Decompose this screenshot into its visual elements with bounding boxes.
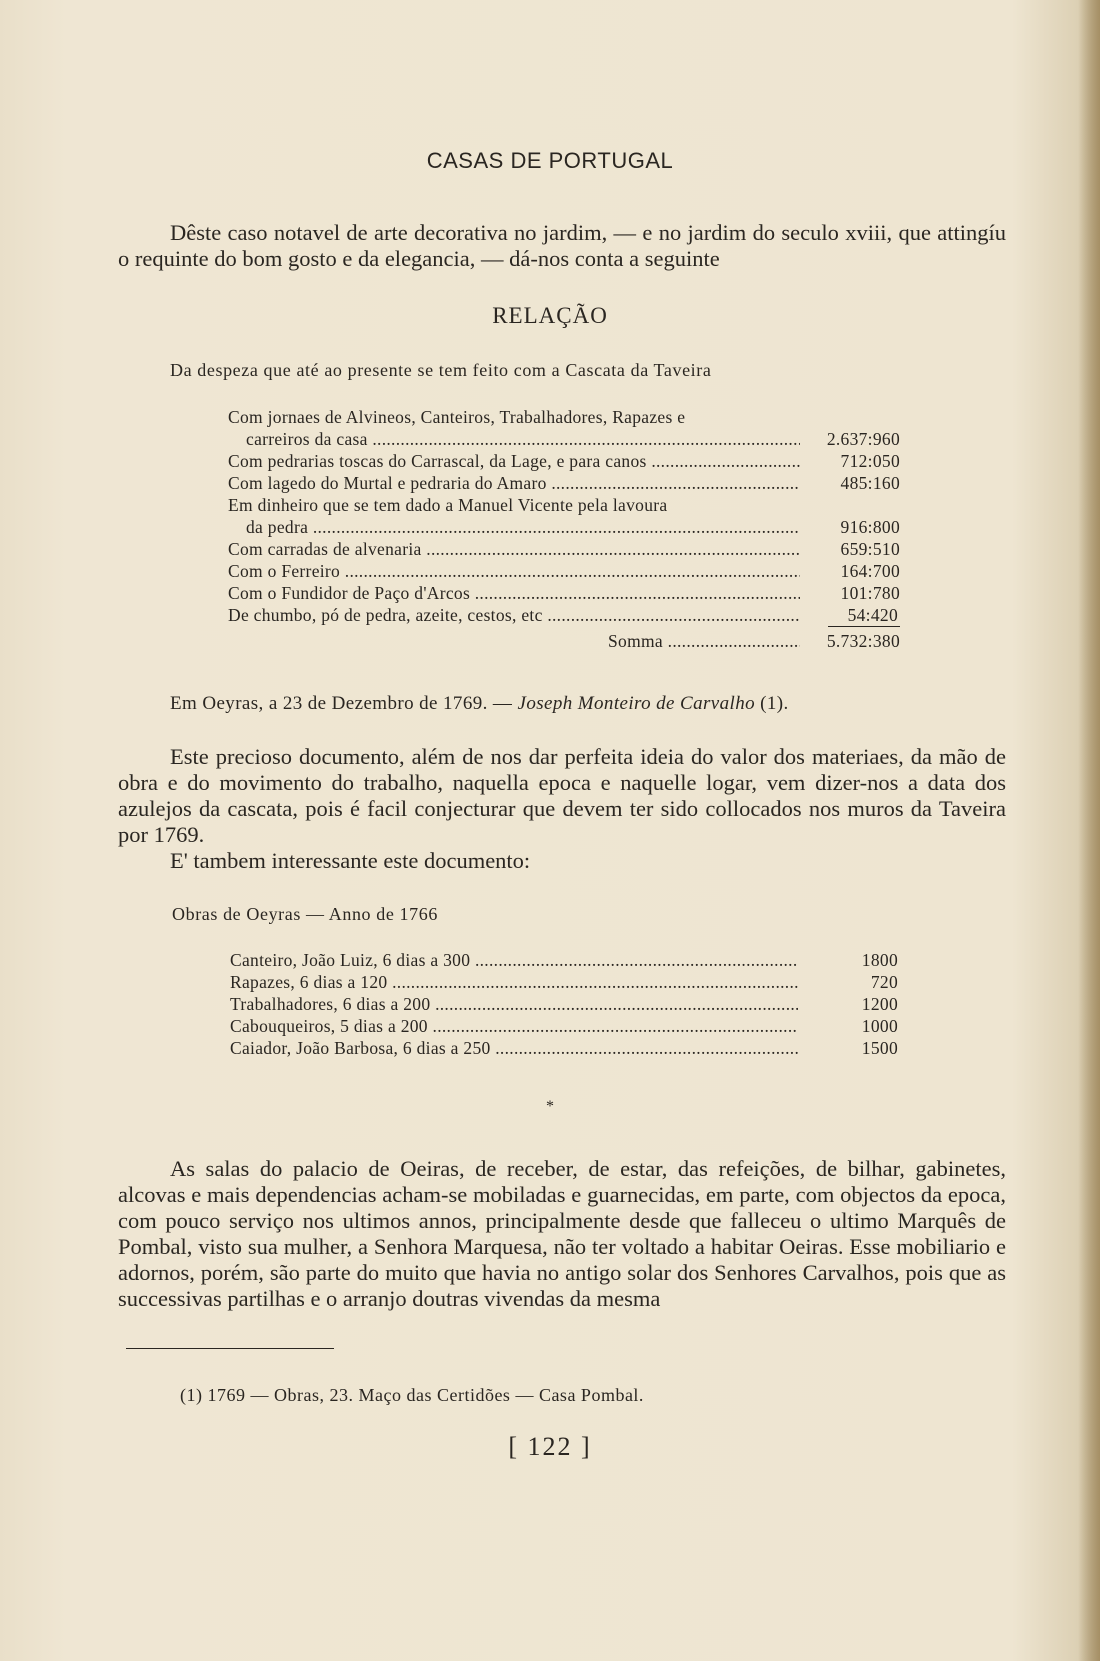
row-description: Canteiro, João Luiz, 6 dias a 300 ..... (230, 950, 798, 971)
row-amount: 164:700 (840, 561, 900, 581)
obras-title: Obras de Oeyras — Anno de 1766 (172, 904, 438, 924)
intro-paragraph: Dêste caso notavel de arte decorativa no jardim, — e no jardim do seculo xviii, que attingíu o requinte do bom gosto e da elegancia, — dá-nos conta a seguinte (118, 220, 1006, 271)
relacao-title: RELAÇÃO (492, 303, 608, 328)
row-description: Com carradas de alvenaria ..... (228, 539, 800, 560)
row-amount: 1500 (861, 1038, 898, 1058)
row-amount (800, 605, 900, 626)
row-description: Com pedrarias toscas do Carrascal, da Lage, e para canos ..... (228, 451, 800, 472)
total-amount: 5.732:380 (826, 631, 900, 651)
row-description: Cabouqueiros, 5 dias a 200 ..... (230, 1016, 798, 1037)
row-description: Em dinheiro que se tem dado a Manuel Vicente pela lavoura (228, 495, 668, 515)
table-row (230, 994, 898, 1016)
row-description: De chumbo, pó de pedra, azeite, cestos, etc ..... (228, 605, 800, 626)
table-row (228, 473, 900, 495)
table-row (228, 561, 900, 583)
row-amount: 712:050 (840, 451, 900, 471)
expense-table (228, 407, 900, 653)
paragraph-text: Este precioso documento, além de nos dar perfeita ideia do valor dos materiaes, da mão de obra e do movimento do trabalho, naquella epoca e naquelle logar, vem dizer-nos a data dos azulejos da cascata, pois é facil conjecturar que devem ter sido collocados nos muros da Taveira por 1769. (118, 744, 1006, 847)
section-separator: * (546, 1098, 554, 1115)
table-row (228, 407, 900, 429)
row-description: Trabalhadores, 6 dias a 200 ..... (230, 994, 798, 1015)
table-row (228, 583, 900, 605)
row-description: Rapazes, 6 dias a 120 ..... (230, 972, 798, 993)
footnote: (1) 1769 — Obras, 23. Maço das Certidões — Casa Pombal. (180, 1385, 644, 1405)
row-amount: 101:780 (840, 583, 900, 603)
table-row (228, 539, 900, 561)
row-amount: 916:800 (840, 517, 900, 537)
row-amount: 1000 (861, 1016, 898, 1036)
body-paragraph-2 (118, 744, 1006, 874)
footnote-rule (126, 1348, 334, 1349)
table-row (228, 605, 900, 627)
obras-table (230, 950, 898, 1060)
row-amount: 720 (870, 972, 898, 992)
table-row (230, 950, 898, 972)
row-description: Com o Ferreiro ..... (228, 561, 800, 582)
row-amount-value: 54:420 (828, 605, 900, 627)
table-row (228, 451, 900, 473)
table-row (230, 972, 898, 994)
row-description: Com jornaes de Alvineos, Canteiros, Trabalhadores, Rapazes e (228, 407, 686, 427)
total-row (228, 631, 900, 653)
table-row (228, 517, 900, 539)
row-description: da pedra ..... (228, 517, 800, 538)
row-description: Com o Fundidor de Paço d'Arcos ..... (228, 583, 800, 604)
row-amount: 659:510 (840, 539, 900, 559)
table-row (230, 1038, 898, 1060)
total-label: Somma ..... (228, 631, 800, 652)
place-date-signature (170, 693, 789, 715)
row-amount: 485:160 (840, 473, 900, 493)
relacao-subtitle: Da despeza que até ao presente se tem feito com a Cascata da Taveira (170, 360, 712, 380)
footnote-reference: (1). (760, 693, 789, 714)
running-header: CASAS DE PORTUGAL (426, 148, 674, 173)
body-paragraph-3: As salas do palacio de Oeiras, de receber, de estar, das refeições, de bilhar, gabinetes, alcovas e mais dependencias acham-se mobiladas e guarnecidas, em parte, com objectos da epoca, com pouco serviço nos ultimos annos, principalmente desde que falleceu o ultimo Marquês de Pombal, visto sua mulher, a Senhora Marquesa, não ter voltado a habitar Oeiras. Esse mobiliario e adornos, porém, são parte do muito que havia no antigo solar dos Senhores Carvalhos, pois que as successivas partilhas e o arranjo doutras vivendas da mesma (118, 1156, 1006, 1311)
place-date: Em Oeyras, a 23 de Dezembro de 1769. — (170, 693, 513, 714)
row-description: carreiros da casa ..... (228, 429, 800, 450)
row-description: Caiador, João Barbosa, 6 dias a 250 ..... (230, 1038, 798, 1059)
paragraph-text: E' tambem interessante este documento: (170, 848, 531, 873)
page-edge-shadow (1078, 0, 1100, 1661)
page-number: [ 122 ] (508, 1432, 592, 1461)
row-amount: 1200 (861, 994, 898, 1014)
table-row (230, 1016, 898, 1038)
table-row (228, 495, 900, 517)
signature: Joseph Monteiro de Carvalho (517, 693, 756, 714)
row-description: Com lagedo do Murtal e pedraria do Amaro ..... (228, 473, 800, 494)
row-amount: 2.637:960 (826, 429, 900, 449)
row-amount: 1800 (861, 950, 898, 970)
table-row (228, 429, 900, 451)
